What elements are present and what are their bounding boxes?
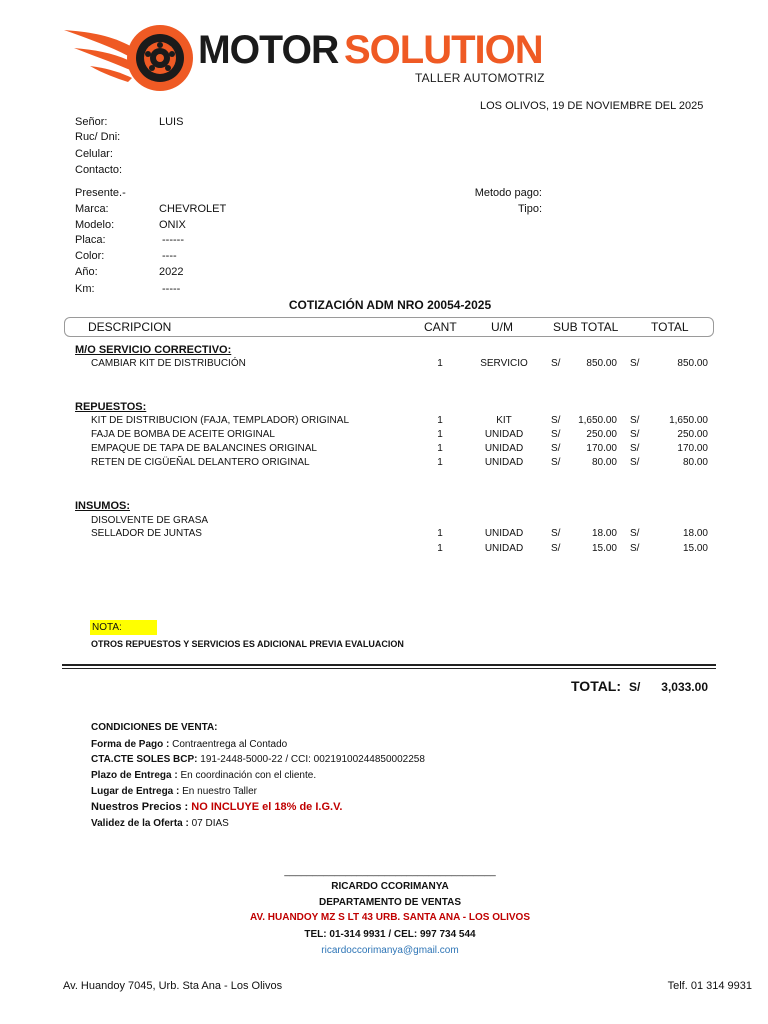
forma-pago-label: Forma de Pago : [91,739,170,750]
plazo-label: Plazo de Entrega : [91,770,178,781]
celular-label: Celular: [75,148,113,160]
row-cant: 1 [437,528,443,539]
row-cant: 1 [437,457,443,468]
row-cant: 1 [437,543,443,554]
row-um: UNIDAD [484,528,524,539]
ruc-label: Ruc/ Dni: [75,131,121,143]
row-description: KIT DE DISTRIBUCION (FAJA, TEMPLADOR) ORIGINAL [91,415,350,426]
row-cant: 1 [437,443,443,454]
validez-row [91,818,229,829]
presente-label: Presente.- [75,187,126,199]
contacto-label: Contacto: [75,164,123,176]
row-um: UNIDAD [484,443,524,454]
marca-label: Marca: [75,203,109,215]
insumo-desc: DISOLVENTE DE GRASA [91,515,209,526]
row-um: UNIDAD [484,429,524,440]
row-sub-currency: S/ [551,429,561,440]
row-subtotal: 850.00 [586,358,617,369]
forma-pago-row [91,739,287,750]
logo-wheel-icon [62,22,196,94]
divider-line [62,668,716,669]
brand-name-motor: MOTOR [198,28,339,72]
senor-label: Señor: [75,116,108,128]
row-total-currency: S/ [630,429,640,440]
footer-address: Av. Huandoy 7045, Urb. Sta Ana - Los Olivos [63,980,283,992]
col-descripcion: DESCRIPCION [88,320,172,334]
signature-line: ______________________________________ [284,866,496,877]
insumo-desc: SELLADOR DE JUNTAS [91,528,202,539]
row-total: 250.00 [677,429,708,440]
row-total: 15.00 [682,543,708,554]
row-total-currency: S/ [630,415,640,426]
row-subtotal: 1,650.00 [578,415,617,426]
cta-label: CTA.CTE SOLES BCP: [91,754,198,765]
signature-email[interactable]: ricardoccorimanya@gmail.com [321,945,459,956]
anio-label: Año: [75,266,98,278]
row-um: UNIDAD [484,457,524,468]
row-sub-currency: S/ [551,415,561,426]
quote-title: COTIZACIÓN ADM NRO 20054-2025 [288,298,492,312]
row-sub-currency: S/ [551,358,561,369]
conditions-title: CONDICIONES DE VENTA: [91,722,218,733]
km-label: Km: [75,283,95,295]
precios-label: Nuestros Precios : [91,801,189,813]
row-sub-currency: S/ [551,443,561,454]
col-um: U/M [491,320,513,334]
km-value: ----- [162,283,181,295]
signature-phones: TEL: 01-314 9931 / CEL: 997 734 544 [304,929,476,940]
signature-address: AV. HUANDOY MZ S LT 43 URB. SANTA ANA - LOS OLIVOS [249,912,531,923]
section-insumos-title: INSUMOS: [75,500,130,512]
validez-label: Validez de la Oferta : [91,818,189,829]
row-subtotal: 80.00 [591,457,617,468]
row-total: 170.00 [677,443,708,454]
row-total-currency: S/ [630,443,640,454]
row-total-currency: S/ [630,528,640,539]
validez-value: 07 DIAS [191,818,229,829]
row-um: KIT [496,415,512,426]
placa-label: Placa: [75,234,106,246]
row-cant: 1 [437,429,443,440]
cta-row [91,754,425,765]
row-description: RETEN DE CIGÜEÑAL DELANTERO ORIGINAL [91,457,310,468]
col-cant: CANT [424,320,457,334]
row-subtotal: 18.00 [591,528,617,539]
tipo-label: Tipo: [517,203,542,215]
row-subtotal: 15.00 [591,543,617,554]
lugar-label: Lugar de Entrega : [91,786,180,797]
anio-value: 2022 [159,266,184,278]
row-subtotal: 170.00 [586,443,617,454]
lugar-value: En nuestro Taller [182,786,257,797]
lugar-row [91,786,257,797]
row-cant: 1 [437,415,443,426]
row-total: 80.00 [682,457,708,468]
cta-value: 191-2448-5000-22 / CCI: 00219100244850002258 [200,754,425,765]
row-description: EMPAQUE DE TAPA DE BALANCINES ORIGINAL [91,443,317,454]
color-label: Color: [75,250,105,262]
signature-name: RICARDO CCORIMANYA [331,881,449,892]
marca-value: CHEVROLET [159,203,227,215]
row-um: UNIDAD [484,543,524,554]
forma-pago-value: Contraentrega al Contado [172,739,288,750]
row-um: SERVICIO [480,358,528,369]
signature-dept: DEPARTAMENTO DE VENTAS [318,897,462,908]
footer-phone: Telf. 01 314 9931 [667,980,752,992]
modelo-value: ONIX [159,219,186,231]
total-value: 3,033.00 [661,680,708,694]
row-sub-currency: S/ [551,543,561,554]
row-cant: 1 [437,358,443,369]
divider-line [62,664,716,666]
plazo-value: En coordinación con el cliente. [180,770,317,781]
precios-value: NO INCLUYE el 18% de I.G.V. [191,801,343,813]
row-sub-currency: S/ [551,528,561,539]
row-total: 1,650.00 [669,415,708,426]
section-repuestos-title: REPUESTOS: [75,401,147,413]
modelo-label: Modelo: [75,219,115,231]
row-total-currency: S/ [630,358,640,369]
nota-label: NOTA: [92,622,122,633]
placa-value: ------ [162,234,184,246]
row-total-currency: S/ [630,543,640,554]
date-line: LOS OLIVOS, 19 DE NOVIEMBRE DEL 2025 [480,100,704,112]
precios-row [91,801,342,813]
metodo-pago-label: Metodo pago: [474,187,542,199]
row-sub-currency: S/ [551,457,561,468]
senor-value: LUIS [159,116,184,128]
total-currency: S/ [629,680,641,694]
col-subtotal: SUB TOTAL [553,320,619,334]
row-total: 18.00 [682,528,708,539]
total-label: TOTAL: [571,678,622,694]
color-value: ---- [162,250,177,262]
nota-text: OTROS REPUESTOS Y SERVICIOS ES ADICIONAL PREVIA EVALUACION [91,639,404,649]
plazo-row [91,770,316,781]
row-description: FAJA DE BOMBA DE ACEITE ORIGINAL [91,429,275,440]
col-total: TOTAL [651,320,689,334]
row-subtotal: 250.00 [586,429,617,440]
brand-name-solution: SOLUTION [344,28,543,72]
row-total-currency: S/ [630,457,640,468]
brand-subtitle: TALLER AUTOMOTRIZ [415,71,545,85]
row-description: CAMBIAR KIT DE DISTRIBUCIÓN [91,358,246,369]
section-mo-title: M/O SERVICIO CORRECTIVO: [75,344,232,356]
row-total: 850.00 [677,358,708,369]
